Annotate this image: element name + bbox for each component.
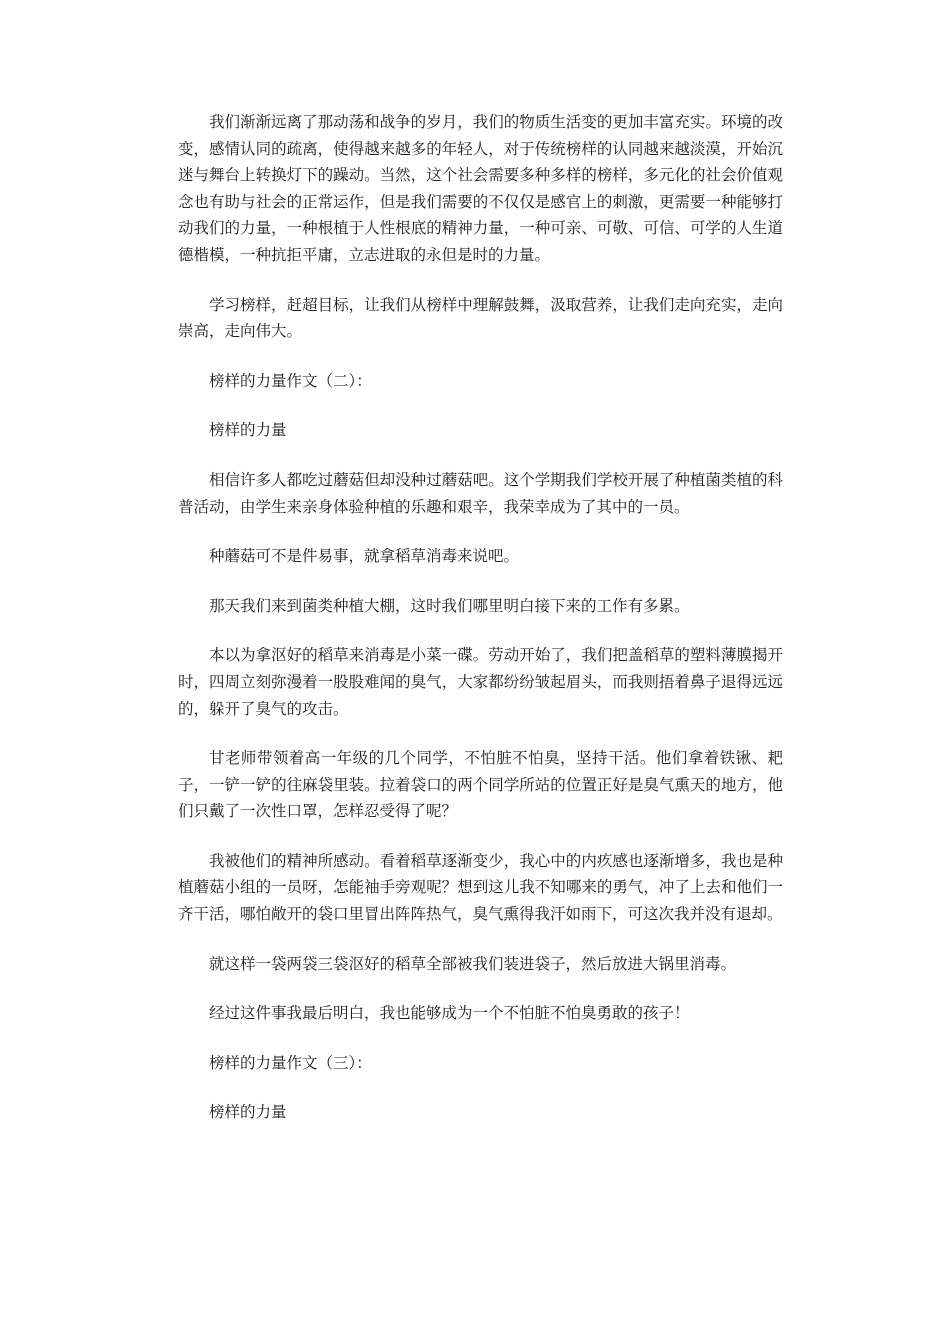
essay-heading-3: 榜样的力量作文（三）： [209, 1053, 372, 1072]
essay-heading-2: 榜样的力量作文（二）： [209, 371, 372, 390]
paragraph-straw-disinfection: 种蘑菇可不是件易事，就拿稻草消毒来说吧。 [209, 547, 520, 566]
paragraph-bags: 就这样一袋两袋三袋沤好的稻草全部被我们装进袋子，然后放进大锅里消毒。 [209, 954, 737, 973]
essay-title-3: 榜样的力量 [209, 1103, 287, 1122]
paragraph-greenhouse: 那天我们来到菌类种植大棚，这时我们哪里明白接下来的工作有多累。 [209, 596, 690, 615]
paragraph-intro-reflection: 我们渐渐远离了那动荡和战争的岁月，我们的物质生活变的更加丰富充实。环境的改变，感情认同的疏离，使得越来越多的年轻人，对于传统榜样的认同越来越淡漠，开始沉迷与舞台上转换灯下的躁动。当然，这个社会需要多种多样的榜样，多元化的社会价值观念也有助与社会的正常运作，但是我们需要的不仅仅是感官上的刺激，更需要一种能够打动我们的力量，一种根植于人性根底的精神力量，一种可亲、可敬、可信、可学的人生道德楷模，一种抗拒平庸，立志进取的永但是时的力量。 [178, 113, 783, 264]
paragraph-teacher: 甘老师带领着高一年级的几个同学，不怕脏不怕臭，坚持干活。他们拿着铁锹、耙子，一铲一铲的往麻袋里装。拉着袋口的两个同学所站的位置正好是臭气熏天的地方，他们只戴了一次性口罩，怎样忍受得了呢？ [178, 749, 783, 821]
paragraph-moved: 我被他们的精神所感动。看着稻草逐渐变少，我心中的内疚感也逐渐增多，我也是种植蘑菇小组的一员呀，怎能袖手旁观呢？想到这儿我不知哪来的勇气，冲了上去和他们一齐干活，哪怕敞开的袋口里冒出阵阵热气，臭气熏得我汗如雨下，可这次我并没有退却。 [178, 851, 783, 924]
document-body [178, 109, 783, 1126]
essay-title-2: 榜样的力量 [209, 421, 287, 440]
paragraph-smell: 本以为拿沤好的稻草来消毒是小菜一碟。劳动开始了，我们把盖稻草的塑料薄膜揭开时，四周立刻弥漫着一股股难闻的臭气，大家都纷纷皱起眉头，而我则捂着鼻子退得远远的，躲开了臭气的攻击。 [178, 646, 783, 718]
paragraph-conclusion: 学习榜样，赶超目标，让我们从榜样中理解鼓舞，汲取营养，让我们走向充实，走向崇高，走向伟大。 [178, 295, 783, 341]
paragraph-lesson: 经过这件事我最后明白，我也能够成为一个不怕脏不怕臭勇敢的孩子！ [209, 1004, 690, 1023]
paragraph-mushroom-intro: 相信许多人都吃过蘑菇但却没种过蘑菇吧。这个学期我们学校开展了种植菌类植的科普活动，由学生来亲身体验种植的乐趣和艰辛，我荣幸成为了其中的一员。 [178, 470, 783, 516]
